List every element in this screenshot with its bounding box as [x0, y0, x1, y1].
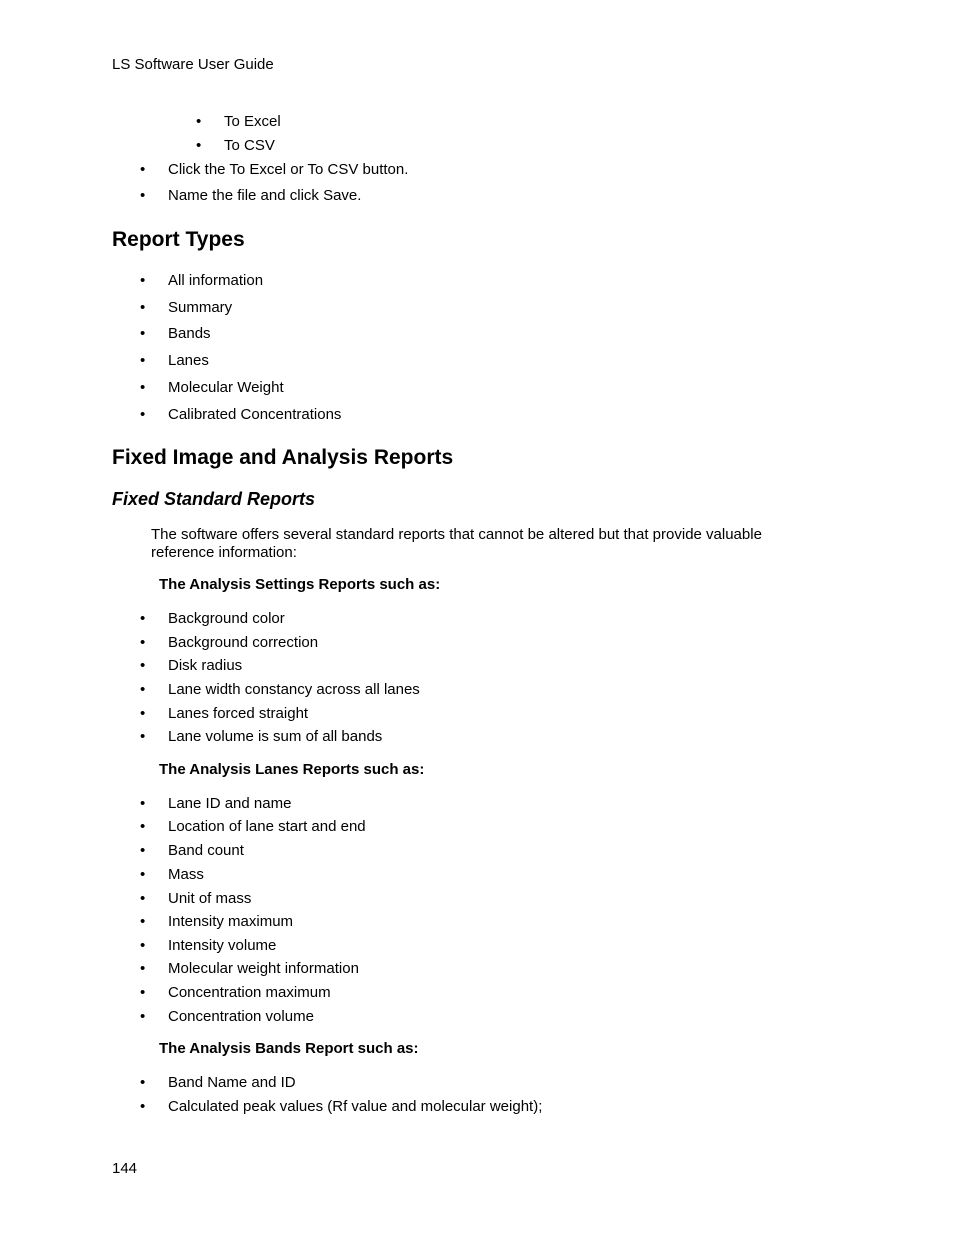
- bullet-icon: •: [140, 818, 146, 835]
- bullet-icon: •: [140, 705, 146, 722]
- list-item: • Location of lane start and end: [140, 818, 366, 835]
- list-item: • Lane volume is sum of all bands: [140, 728, 383, 745]
- list-item: • Disk radius: [140, 657, 243, 674]
- bullet-icon: •: [140, 352, 146, 369]
- list-item: • Band count: [140, 842, 244, 859]
- bullet-icon: •: [140, 610, 146, 627]
- list-item: • Molecular weight information: [140, 960, 359, 977]
- list-item: • Calculated peak values (Rf value and molecular weight);: [140, 1098, 543, 1115]
- running-header: LS Software User Guide: [112, 56, 274, 73]
- bullet-icon: •: [140, 1074, 146, 1091]
- bands-report-title: The Analysis Bands Report such as:: [159, 1040, 419, 1057]
- bullet-icon: •: [140, 913, 146, 930]
- list-item: • Band Name and ID: [140, 1074, 296, 1091]
- report-types-heading: Report Types: [112, 228, 245, 251]
- bullet-icon: •: [140, 984, 146, 1001]
- bullet-icon: •: [140, 187, 146, 204]
- list-item: • Concentration volume: [140, 1008, 314, 1025]
- bullet-icon: •: [196, 113, 202, 130]
- fixed-reports-heading: Fixed Image and Analysis Reports: [112, 446, 454, 469]
- list-item: • Intensity maximum: [140, 913, 294, 930]
- list-item: • All information: [140, 272, 264, 289]
- list-item: • Click the To Excel or To CSV button.: [140, 161, 409, 178]
- bullet-icon: •: [140, 634, 146, 651]
- list-item: • Intensity volume: [140, 937, 277, 954]
- list-item: • Calibrated Concentrations: [140, 406, 342, 423]
- bullet-icon: •: [140, 890, 146, 907]
- list-item: • Mass: [140, 866, 204, 883]
- bullet-icon: •: [140, 379, 146, 396]
- bullet-icon: •: [140, 325, 146, 342]
- list-item: • Lanes forced straight: [140, 705, 309, 722]
- bullet-icon: •: [140, 406, 146, 423]
- bullet-icon: •: [140, 299, 146, 316]
- bullet-icon: •: [140, 161, 146, 178]
- list-item: • Bands: [140, 325, 211, 342]
- list-item: • Lane width constancy across all lanes: [140, 681, 420, 698]
- list-item: • Lanes: [140, 352, 209, 369]
- list-item: • Background color: [140, 610, 285, 627]
- page-number: 144: [112, 1160, 138, 1177]
- bullet-icon: •: [140, 728, 146, 745]
- list-item: • Concentration maximum: [140, 984, 331, 1001]
- bullet-icon: •: [140, 842, 146, 859]
- list-item: • To CSV: [196, 137, 275, 154]
- bullet-icon: •: [140, 960, 146, 977]
- lanes-reports-title: The Analysis Lanes Reports such as:: [159, 761, 425, 778]
- list-item: • Unit of mass: [140, 890, 252, 907]
- bullet-icon: •: [140, 937, 146, 954]
- bullet-icon: •: [140, 795, 146, 812]
- bullet-icon: •: [140, 866, 146, 883]
- list-item: • To Excel: [196, 113, 281, 130]
- list-item: • Lane ID and name: [140, 795, 292, 812]
- bullet-icon: •: [140, 1008, 146, 1025]
- settings-reports-title: The Analysis Settings Reports such as:: [159, 576, 441, 593]
- list-item: • Summary: [140, 299, 233, 316]
- list-item: • Molecular Weight: [140, 379, 284, 396]
- intro-paragraph: The software offers several standard reports that cannot be altered but that provide valuable reference information:: [151, 526, 762, 561]
- fixed-standard-reports-subheading: Fixed Standard Reports: [112, 489, 316, 509]
- list-item: • Name the file and click Save.: [140, 187, 362, 204]
- bullet-icon: •: [140, 272, 146, 289]
- list-item: • Background correction: [140, 634, 319, 651]
- bullet-icon: •: [140, 1098, 146, 1115]
- bullet-icon: •: [140, 657, 146, 674]
- bullet-icon: •: [196, 137, 202, 154]
- bullet-icon: •: [140, 681, 146, 698]
